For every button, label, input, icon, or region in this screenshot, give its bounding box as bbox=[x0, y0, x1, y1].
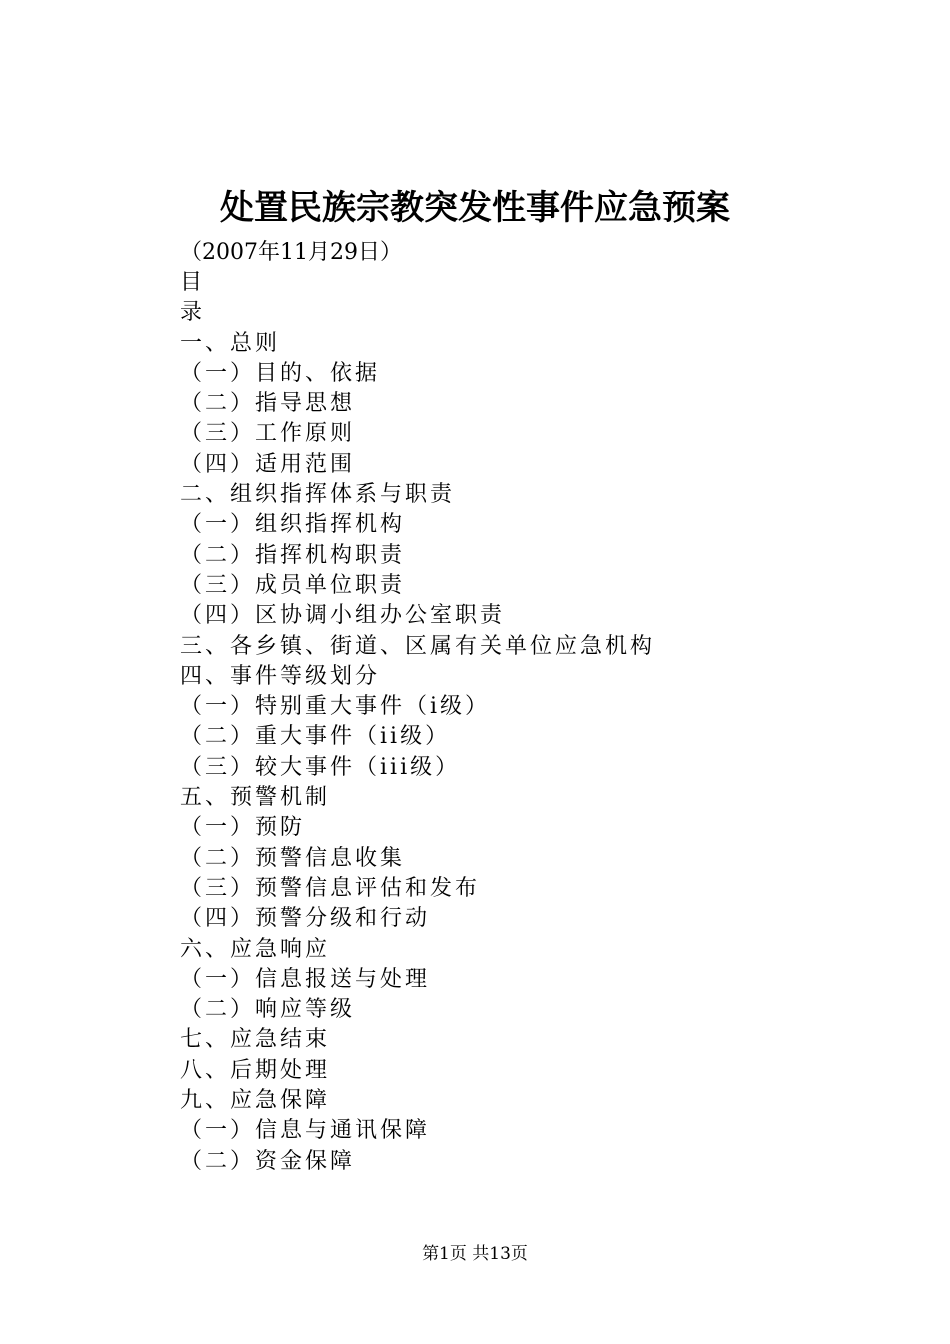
toc-item: 五、预警机制 bbox=[180, 785, 331, 811]
toc-item: （一）组织指挥机构 bbox=[180, 512, 406, 538]
table-of-contents bbox=[180, 268, 880, 1177]
toc-item: （一）信息报送与处理 bbox=[180, 966, 431, 992]
toc-item: 八、后期处理 bbox=[180, 1057, 331, 1083]
toc-item: （一）预防 bbox=[180, 815, 306, 841]
toc-item: （四）预警分级和行动 bbox=[180, 906, 431, 932]
toc-item: （三）工作原则 bbox=[180, 421, 356, 447]
toc-item: （二）重大事件（ii级） bbox=[180, 724, 451, 750]
toc-item: 一、总则 bbox=[180, 330, 281, 356]
toc-item: （二）预警信息收集 bbox=[180, 845, 406, 871]
toc-item: 六、应急响应 bbox=[180, 936, 331, 962]
toc-item: （四）适用范围 bbox=[180, 451, 356, 477]
toc-item: （二）指挥机构职责 bbox=[180, 542, 406, 568]
toc-item: 二、组织指挥体系与职责 bbox=[180, 482, 456, 508]
toc-item: 目 bbox=[180, 270, 206, 295]
toc-item: （三）成员单位职责 bbox=[180, 572, 406, 598]
toc-item: （二）指导思想 bbox=[180, 391, 356, 417]
toc-item: 四、事件等级划分 bbox=[180, 663, 381, 689]
toc-item: （二）资金保障 bbox=[180, 1148, 356, 1174]
toc-item: （三）较大事件（iii级） bbox=[180, 754, 461, 780]
toc-item: 三、各乡镇、街道、区属有关单位应急机构 bbox=[180, 633, 656, 659]
document-date: （2007年11月29日） bbox=[180, 240, 402, 265]
toc-item: （三）预警信息评估和发布 bbox=[180, 875, 481, 901]
toc-item: （一）目的、依据 bbox=[180, 360, 381, 386]
toc-item: （一）特别重大事件（i级） bbox=[180, 694, 491, 720]
toc-item: （二）响应等级 bbox=[180, 997, 356, 1023]
toc-item: 录 bbox=[180, 300, 206, 326]
page-footer: 第1页 共13页 bbox=[422, 1244, 528, 1264]
toc-item: 九、应急保障 bbox=[180, 1088, 331, 1114]
toc-item: （一）信息与通讯保障 bbox=[180, 1118, 431, 1144]
toc-item: 七、应急结束 bbox=[180, 1027, 331, 1053]
toc-item: （四）区协调小组办公室职责 bbox=[180, 603, 506, 629]
document-title: 处置民族宗教突发性事件应急预案 bbox=[220, 188, 730, 228]
